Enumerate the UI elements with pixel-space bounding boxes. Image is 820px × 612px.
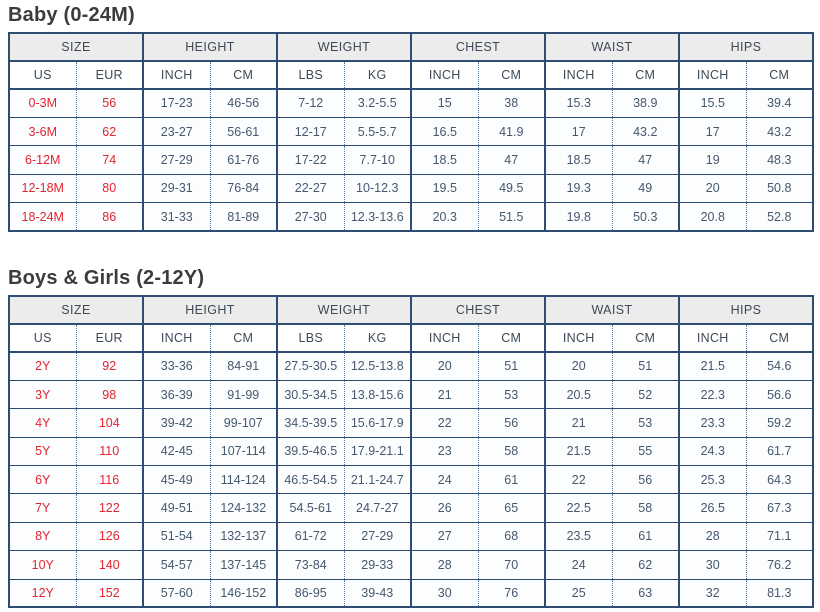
size-cell: 3-6M [9, 117, 76, 145]
measurement-cell: 7.7-10 [344, 146, 411, 174]
size-cell: 5Y [9, 437, 76, 465]
baby-size-table [8, 32, 814, 232]
column-subheader-chest-inch: INCH [411, 61, 478, 89]
measurement-cell: 29-33 [344, 551, 411, 579]
measurement-cell: 47 [478, 146, 545, 174]
size-cell: 122 [76, 494, 143, 522]
measurement-cell: 12.3-13.6 [344, 203, 411, 231]
measurement-cell: 107-114 [210, 437, 277, 465]
column-subheader-row [9, 324, 813, 352]
measurement-cell: 61-76 [210, 146, 277, 174]
measurement-cell: 46.5-54.5 [277, 466, 344, 494]
measurement-cell: 29-31 [143, 174, 210, 202]
measurement-cell: 54.5-61 [277, 494, 344, 522]
measurement-cell: 26 [411, 494, 478, 522]
measurement-cell: 86-95 [277, 579, 344, 607]
size-cell: 140 [76, 551, 143, 579]
size-cell: 4Y [9, 409, 76, 437]
boys-girls-size-chart-section [8, 266, 814, 609]
measurement-cell: 25 [545, 579, 612, 607]
measurement-cell: 15.6-17.9 [344, 409, 411, 437]
measurement-cell: 17-23 [143, 89, 210, 117]
column-subheader-hips-inch: INCH [679, 61, 746, 89]
measurement-cell: 30.5-34.5 [277, 380, 344, 408]
measurement-cell: 41.9 [478, 117, 545, 145]
size-cell: 2Y [9, 352, 76, 380]
column-subheader-size-us: US [9, 61, 76, 89]
measurement-cell: 43.2 [746, 117, 813, 145]
size-cell: 56 [76, 89, 143, 117]
size-cell: 10Y [9, 551, 76, 579]
measurement-cell: 20.8 [679, 203, 746, 231]
measurement-cell: 137-145 [210, 551, 277, 579]
measurement-cell: 57-60 [143, 579, 210, 607]
column-subheader-weight-kg: KG [344, 61, 411, 89]
measurement-cell: 21 [411, 380, 478, 408]
measurement-cell: 99-107 [210, 409, 277, 437]
table-row [9, 380, 813, 408]
measurement-cell: 53 [612, 409, 679, 437]
size-cell: 6-12M [9, 146, 76, 174]
measurement-cell: 19.5 [411, 174, 478, 202]
measurement-cell: 32 [679, 579, 746, 607]
size-cell: 8Y [9, 522, 76, 550]
measurement-cell: 91-99 [210, 380, 277, 408]
column-group-size: SIZE [9, 33, 143, 61]
boys-girls-size-table [8, 295, 814, 609]
measurement-cell: 20 [411, 352, 478, 380]
baby-size-chart-section [8, 3, 814, 232]
table-row [9, 522, 813, 550]
measurement-cell: 46-56 [210, 89, 277, 117]
size-cell: 86 [76, 203, 143, 231]
measurement-cell: 20.3 [411, 203, 478, 231]
column-subheader-waist-cm: CM [612, 61, 679, 89]
column-subheader-height-inch: INCH [143, 61, 210, 89]
measurement-cell: 18.5 [411, 146, 478, 174]
column-group-size: SIZE [9, 296, 143, 324]
column-subheader-size-eur: EUR [76, 61, 143, 89]
column-subheader-weight-kg: KG [344, 324, 411, 352]
column-subheader-waist-cm: CM [612, 324, 679, 352]
table-row [9, 494, 813, 522]
measurement-cell: 42-45 [143, 437, 210, 465]
measurement-cell: 7-12 [277, 89, 344, 117]
measurement-cell: 21.1-24.7 [344, 466, 411, 494]
measurement-cell: 58 [478, 437, 545, 465]
size-cell: 12Y [9, 579, 76, 607]
column-group-chest: CHEST [411, 33, 545, 61]
table-row [9, 203, 813, 231]
table-row [9, 551, 813, 579]
measurement-cell: 61 [612, 522, 679, 550]
measurement-cell: 63 [612, 579, 679, 607]
measurement-cell: 22.3 [679, 380, 746, 408]
size-cell: 152 [76, 579, 143, 607]
measurement-cell: 56 [612, 466, 679, 494]
measurement-cell: 62 [612, 551, 679, 579]
measurement-cell: 30 [411, 579, 478, 607]
measurement-cell: 36-39 [143, 380, 210, 408]
measurement-cell: 31-33 [143, 203, 210, 231]
measurement-cell: 28 [411, 551, 478, 579]
column-subheader-height-cm: CM [210, 61, 277, 89]
measurement-cell: 10-12.3 [344, 174, 411, 202]
measurement-cell: 65 [478, 494, 545, 522]
measurement-cell: 19.3 [545, 174, 612, 202]
measurement-cell: 39-42 [143, 409, 210, 437]
measurement-cell: 54.6 [746, 352, 813, 380]
measurement-cell: 12.5-13.8 [344, 352, 411, 380]
measurement-cell: 23-27 [143, 117, 210, 145]
measurement-cell: 17.9-21.1 [344, 437, 411, 465]
measurement-cell: 22 [411, 409, 478, 437]
column-group-chest: CHEST [411, 296, 545, 324]
measurement-cell: 27-30 [277, 203, 344, 231]
size-cell: 6Y [9, 466, 76, 494]
measurement-cell: 27-29 [143, 146, 210, 174]
size-cell: 12-18M [9, 174, 76, 202]
measurement-cell: 39.4 [746, 89, 813, 117]
measurement-cell: 22-27 [277, 174, 344, 202]
size-cell: 18-24M [9, 203, 76, 231]
column-subheader-waist-inch: INCH [545, 324, 612, 352]
column-group-waist: WAIST [545, 296, 679, 324]
measurement-cell: 61 [478, 466, 545, 494]
measurement-cell: 81-89 [210, 203, 277, 231]
measurement-cell: 25.3 [679, 466, 746, 494]
measurement-cell: 5.5-5.7 [344, 117, 411, 145]
column-subheader-chest-inch: INCH [411, 324, 478, 352]
measurement-cell: 68 [478, 522, 545, 550]
measurement-cell: 21 [545, 409, 612, 437]
measurement-cell: 51 [478, 352, 545, 380]
measurement-cell: 13.8-15.6 [344, 380, 411, 408]
measurement-cell: 132-137 [210, 522, 277, 550]
column-subheader-size-us: US [9, 324, 76, 352]
measurement-cell: 27-29 [344, 522, 411, 550]
baby-chart-title: Baby (0-24M) [8, 4, 135, 26]
measurement-cell: 34.5-39.5 [277, 409, 344, 437]
column-group-weight: WEIGHT [277, 296, 411, 324]
measurement-cell: 61-72 [277, 522, 344, 550]
measurement-cell: 56.6 [746, 380, 813, 408]
measurement-cell: 51 [612, 352, 679, 380]
measurement-cell: 64.3 [746, 466, 813, 494]
measurement-cell: 23.3 [679, 409, 746, 437]
column-group-waist: WAIST [545, 33, 679, 61]
column-subheader-height-inch: INCH [143, 324, 210, 352]
measurement-cell: 54-57 [143, 551, 210, 579]
column-subheader-hips-cm: CM [746, 324, 813, 352]
measurement-cell: 20 [545, 352, 612, 380]
measurement-cell: 45-49 [143, 466, 210, 494]
measurement-cell: 30 [679, 551, 746, 579]
measurement-cell: 12-17 [277, 117, 344, 145]
measurement-cell: 43.2 [612, 117, 679, 145]
measurement-cell: 124-132 [210, 494, 277, 522]
size-cell: 0-3M [9, 89, 76, 117]
measurement-cell: 39.5-46.5 [277, 437, 344, 465]
table-row [9, 409, 813, 437]
table-row [9, 352, 813, 380]
measurement-cell: 76.2 [746, 551, 813, 579]
measurement-cell: 56-61 [210, 117, 277, 145]
measurement-cell: 24 [411, 466, 478, 494]
measurement-cell: 52 [612, 380, 679, 408]
column-subheader-hips-cm: CM [746, 61, 813, 89]
column-subheader-chest-cm: CM [478, 324, 545, 352]
column-group-header-row [9, 33, 813, 61]
measurement-cell: 58 [612, 494, 679, 522]
measurement-cell: 76 [478, 579, 545, 607]
measurement-cell: 59.2 [746, 409, 813, 437]
measurement-cell: 15.5 [679, 89, 746, 117]
measurement-cell: 27 [411, 522, 478, 550]
size-cell: 62 [76, 117, 143, 145]
measurement-cell: 23 [411, 437, 478, 465]
table-row [9, 174, 813, 202]
measurement-cell: 28 [679, 522, 746, 550]
size-cell: 116 [76, 466, 143, 494]
measurement-cell: 49.5 [478, 174, 545, 202]
table-row [9, 146, 813, 174]
measurement-cell: 146-152 [210, 579, 277, 607]
measurement-cell: 27.5-30.5 [277, 352, 344, 380]
column-group-height: HEIGHT [143, 296, 277, 324]
size-cell: 104 [76, 409, 143, 437]
measurement-cell: 22 [545, 466, 612, 494]
measurement-cell: 73-84 [277, 551, 344, 579]
measurement-cell: 52.8 [746, 203, 813, 231]
size-cell: 110 [76, 437, 143, 465]
measurement-cell: 61.7 [746, 437, 813, 465]
table-row [9, 117, 813, 145]
measurement-cell: 70 [478, 551, 545, 579]
measurement-cell: 21.5 [679, 352, 746, 380]
measurement-cell: 17 [545, 117, 612, 145]
measurement-cell: 18.5 [545, 146, 612, 174]
measurement-cell: 16.5 [411, 117, 478, 145]
column-group-hips: HIPS [679, 33, 813, 61]
measurement-cell: 17 [679, 117, 746, 145]
measurement-cell: 3.2-5.5 [344, 89, 411, 117]
measurement-cell: 19 [679, 146, 746, 174]
column-subheader-row [9, 61, 813, 89]
table-row [9, 89, 813, 117]
measurement-cell: 38.9 [612, 89, 679, 117]
measurement-cell: 67.3 [746, 494, 813, 522]
measurement-cell: 24.7-27 [344, 494, 411, 522]
measurement-cell: 51.5 [478, 203, 545, 231]
column-subheader-chest-cm: CM [478, 61, 545, 89]
measurement-cell: 76-84 [210, 174, 277, 202]
measurement-cell: 50.8 [746, 174, 813, 202]
boys-girls-chart-title: Boys & Girls (2-12Y) [8, 266, 205, 289]
column-group-weight: WEIGHT [277, 33, 411, 61]
size-cell: 80 [76, 174, 143, 202]
measurement-cell: 84-91 [210, 352, 277, 380]
measurement-cell: 23.5 [545, 522, 612, 550]
measurement-cell: 17-22 [277, 146, 344, 174]
measurement-cell: 56 [478, 409, 545, 437]
column-group-hips: HIPS [679, 296, 813, 324]
measurement-cell: 50.3 [612, 203, 679, 231]
measurement-cell: 49-51 [143, 494, 210, 522]
measurement-cell: 21.5 [545, 437, 612, 465]
size-cell: 3Y [9, 380, 76, 408]
table-row [9, 579, 813, 607]
size-cell: 74 [76, 146, 143, 174]
measurement-cell: 15 [411, 89, 478, 117]
table-row [9, 466, 813, 494]
column-subheader-weight-lbs: LBS [277, 324, 344, 352]
measurement-cell: 22.5 [545, 494, 612, 522]
measurement-cell: 51-54 [143, 522, 210, 550]
size-cell: 126 [76, 522, 143, 550]
measurement-cell: 20.5 [545, 380, 612, 408]
measurement-cell: 26.5 [679, 494, 746, 522]
column-subheader-hips-inch: INCH [679, 324, 746, 352]
measurement-cell: 15.3 [545, 89, 612, 117]
measurement-cell: 71.1 [746, 522, 813, 550]
size-cell: 92 [76, 352, 143, 380]
measurement-cell: 24.3 [679, 437, 746, 465]
size-cell: 98 [76, 380, 143, 408]
measurement-cell: 24 [545, 551, 612, 579]
column-subheader-weight-lbs: LBS [277, 61, 344, 89]
column-subheader-height-cm: CM [210, 324, 277, 352]
column-group-header-row [9, 296, 813, 324]
measurement-cell: 49 [612, 174, 679, 202]
measurement-cell: 39-43 [344, 579, 411, 607]
table-row [9, 437, 813, 465]
column-subheader-size-eur: EUR [76, 324, 143, 352]
measurement-cell: 47 [612, 146, 679, 174]
measurement-cell: 48.3 [746, 146, 813, 174]
measurement-cell: 19.8 [545, 203, 612, 231]
measurement-cell: 38 [478, 89, 545, 117]
size-cell: 7Y [9, 494, 76, 522]
measurement-cell: 114-124 [210, 466, 277, 494]
measurement-cell: 81.3 [746, 579, 813, 607]
measurement-cell: 33-36 [143, 352, 210, 380]
measurement-cell: 55 [612, 437, 679, 465]
column-subheader-waist-inch: INCH [545, 61, 612, 89]
column-group-height: HEIGHT [143, 33, 277, 61]
measurement-cell: 53 [478, 380, 545, 408]
measurement-cell: 20 [679, 174, 746, 202]
